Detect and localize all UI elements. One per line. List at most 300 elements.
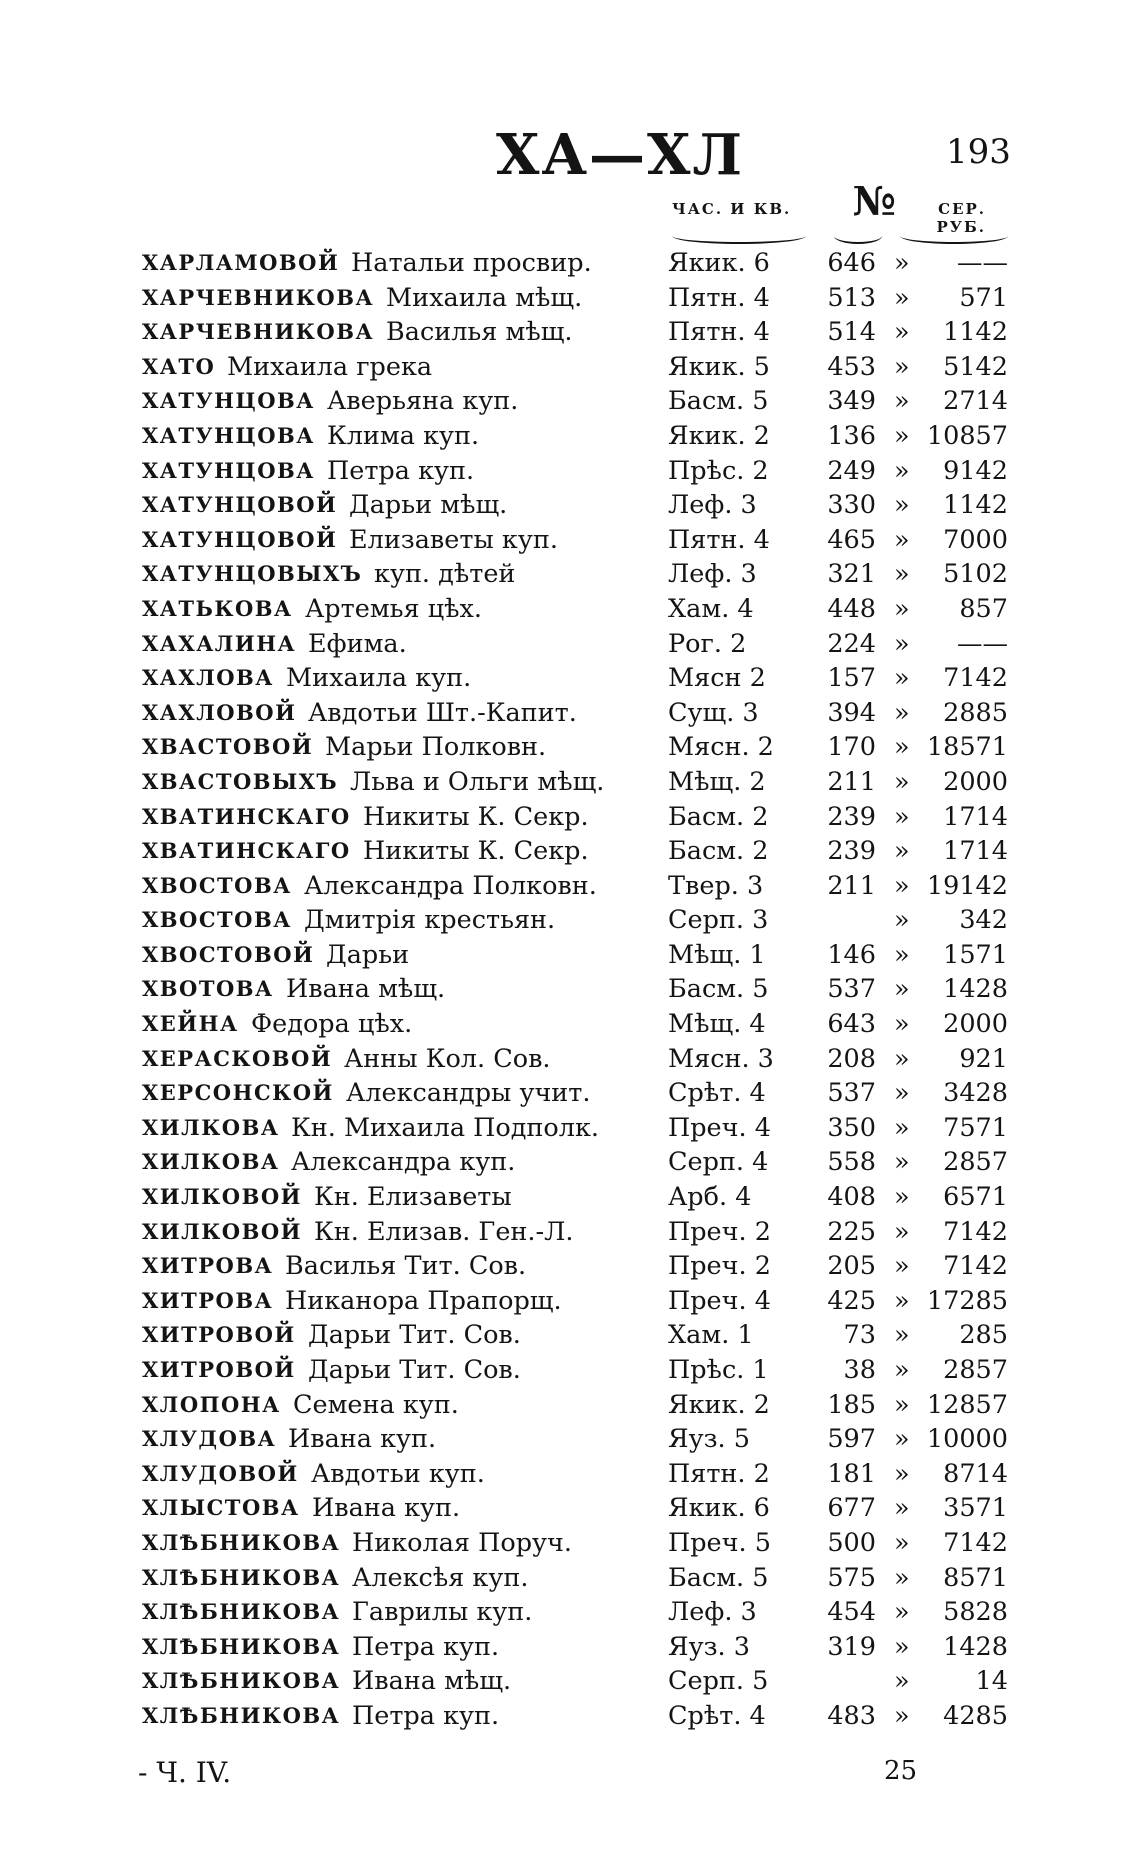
entry-value: 7000 [943,524,1008,555]
entry-ditto-mark: » [894,1355,910,1385]
entry-ditto-mark: » [894,1182,910,1213]
entry-number: 500 [827,1527,876,1558]
entry-number: 225 [827,1216,876,1247]
entry-surname: ХЛѢБНИКОВА [142,1633,341,1659]
entry-value: 10857 [926,420,1008,451]
entry-value: 3571 [943,1493,1008,1524]
entry-surname: ХВОТОВА [142,976,274,1002]
entry-name: Ивана мѣщ. [352,1666,512,1697]
entry-ditto-mark: » [894,1389,910,1420]
entry-number: 170 [827,732,876,763]
list-item [0,1007,1140,1042]
entry-surname: ХАТУНЦОВА [142,457,315,483]
entry-number: 185 [827,1389,876,1420]
entry-quarter: Прѣс. 2 [668,455,769,486]
entry-quarter: Якик. 6 [668,248,770,278]
entry-quarter: Преч. 5 [668,1527,771,1558]
entry-surname: ХЛѢБНИКОВА [142,1702,341,1728]
entry-value: 10000 [926,1424,1008,1455]
entry-name: Артемья цѣх. [305,593,483,624]
column-header-number: № [852,178,896,225]
entry-number: 425 [827,1285,876,1316]
entry-number: 224 [827,628,876,659]
entry-name: Авдотьи Шт.-Капит. [308,697,577,728]
entry-name: Аверьяна куп. [327,386,519,417]
entry-surname: ХАТУНЦОВЫХЪ [142,561,363,587]
list-item [0,488,1140,523]
list-item [0,246,1140,281]
list-item [0,765,1140,800]
entry-ditto-mark: » [894,663,910,694]
entry-number: 205 [827,1251,876,1282]
list-item [0,419,1140,454]
list-item [0,281,1140,316]
entry-name: Александра Полковн. [304,870,597,901]
entry-ditto-mark: » [894,870,910,901]
entry-name: Анны Кол. Сов. [344,1043,551,1074]
entry-ditto-mark: » [894,1458,910,1489]
entry-ditto-mark: » [894,905,910,936]
entry-quarter: Пятн. 4 [668,524,770,555]
list-item [0,730,1140,765]
entry-value: 285 [959,1320,1008,1351]
entry-quarter: Басм. 5 [668,1562,769,1593]
entry-ditto-mark: » [894,1112,910,1143]
list-item [0,1353,1140,1388]
entry-quarter: Твер. 3 [668,870,764,901]
list-item [0,834,1140,869]
list-item [0,1699,1140,1734]
entry-quarter: Басм. 2 [668,801,769,832]
entry-value: 1571 [943,939,1008,970]
entry-surname: ХАТУНЦОВОЙ [142,526,338,552]
entry-name: Михаила мѣщ. [386,282,583,313]
entry-name: Михаила грека [227,351,433,382]
entry-quarter: Басм. 5 [668,386,769,417]
entry-quarter: Яуз. 5 [668,1424,750,1455]
list-item [0,696,1140,731]
entry-number: 330 [827,490,876,521]
entry-quarter: Пятн. 2 [668,1458,770,1489]
entry-number: 211 [827,766,876,797]
list-item [0,454,1140,489]
entry-ditto-mark: » [894,939,910,970]
entry-ditto-mark: » [894,317,910,348]
entry-number: 73 [843,1320,876,1351]
list-item [0,1388,1140,1423]
entry-name: Никанора Прапорщ. [285,1285,562,1316]
entry-value: 18571 [926,732,1008,763]
entry-value: 2857 [943,1147,1008,1178]
entry-value: 571 [959,282,1008,313]
entry-value: 12857 [926,1389,1008,1420]
entry-surname: ХАТЬКОВА [142,595,293,621]
entry-ditto-mark: » [894,593,910,624]
entry-ditto-mark: » [894,420,910,451]
entry-name: Марьи Полковн. [325,732,547,763]
brace-value [900,228,1008,244]
entry-quarter: Леф. 3 [668,559,757,590]
entry-name: Никиты К. Секр. [363,801,589,832]
entry-value: 8571 [943,1562,1008,1593]
entry-number: 558 [827,1147,876,1178]
entry-quarter: Мѣщ. 1 [668,939,766,970]
entry-quarter: Якик. 6 [668,1493,770,1524]
entry-name: Ефима. [308,628,407,659]
entry-number: 38 [843,1355,876,1385]
entry-surname: ХИТРОВОЙ [142,1322,296,1348]
entry-quarter: Яуз. 3 [668,1631,750,1662]
entry-surname: ХАТУНЦОВОЙ [142,492,338,518]
entry-number: 646 [827,248,876,278]
entry-ditto-mark: » [894,732,910,763]
entry-ditto-mark: » [894,1320,910,1351]
entry-ditto-mark: » [894,1597,910,1628]
entry-name: Натальи просвир. [351,248,592,278]
entry-surname: ХЛѢБНИКОВА [142,1668,341,1694]
brace-number [834,228,882,244]
entry-surname: ХАТУНЦОВА [142,422,315,448]
entry-surname: ХЛЫСТОВА [142,1495,300,1521]
list-item [0,1215,1140,1250]
entry-surname: ХЛОПОНА [142,1391,281,1417]
entry-ditto-mark: » [894,490,910,521]
list-item [0,350,1140,385]
entry-ditto-mark: » [894,559,910,590]
entry-value: 1428 [943,974,1008,1005]
entry-number: 319 [827,1631,876,1662]
page-number: 193 [946,132,1011,172]
entry-name: Кн. Михаила Подполк. [291,1112,600,1143]
entry-value: 3428 [943,1078,1008,1109]
entry-name: Василья мѣщ. [386,317,573,348]
entry-quarter: Пятн. 4 [668,282,770,313]
entry-surname: ХЛУДОВА [142,1426,277,1452]
entry-ditto-mark: » [894,1631,910,1662]
list-item [0,1076,1140,1111]
entry-quarter: Басм. 2 [668,836,769,867]
entry-ditto-mark: » [894,386,910,417]
entry-surname: ХВАТИНСКАГО [142,838,351,864]
entry-number: 211 [827,870,876,901]
entry-ditto-mark: » [894,1216,910,1247]
entry-name: Михаила куп. [286,663,472,694]
entry-quarter: Рог. 2 [668,628,747,659]
entry-name: Ивана куп. [288,1424,437,1455]
entry-name: Ивана куп. [312,1493,461,1524]
entry-ditto-mark: » [894,974,910,1005]
entry-ditto-mark: » [894,455,910,486]
entry-value: 5142 [943,351,1008,382]
entry-quarter: Серп. 5 [668,1666,769,1697]
list-item [0,1595,1140,1630]
entry-name: Петра куп. [352,1700,500,1731]
entry-value: 6571 [943,1182,1008,1213]
entry-name: Петра куп. [352,1631,500,1662]
entry-number: 537 [827,974,876,1005]
list-item [0,869,1140,904]
entry-ditto-mark: » [894,1043,910,1074]
entry-name: Дарьи Тит. Сов. [308,1320,521,1351]
entry-number: 514 [827,317,876,348]
entry-name: Федора цѣх. [251,1009,413,1040]
entry-quarter: Сущ. 3 [668,697,759,728]
entry-surname: ХЛѢБНИКОВА [142,1599,341,1625]
list-item [0,1457,1140,1492]
entry-surname: ХЛУДОВОЙ [142,1460,299,1486]
list-item [0,523,1140,558]
entry-name: Дарьи [326,939,410,970]
entry-name: Дарьи Тит. Сов. [308,1355,521,1385]
entry-name: Дарьи мѣщ. [349,490,508,521]
entry-value: 1428 [943,1631,1008,1662]
entry-value: 921 [959,1043,1008,1074]
entry-surname: ХАТУНЦОВА [142,388,315,414]
entry-surname: ХИЛКОВОЙ [142,1184,302,1210]
entry-number: 321 [827,559,876,590]
entry-value: 7142 [943,663,1008,694]
entry-number: 677 [827,1493,876,1524]
footer-signature: 25 [884,1756,918,1786]
entry-ditto-mark: » [894,801,910,832]
entry-ditto-mark: » [894,282,910,313]
entry-value: 7142 [943,1527,1008,1558]
entry-quarter: Срѣт. 4 [668,1700,766,1731]
entry-name: Александры учит. [346,1078,591,1109]
entry-name: Василья Тит. Сов. [285,1251,527,1282]
entry-value: 1142 [943,317,1008,348]
entry-value: 2885 [943,697,1008,728]
entry-number: 454 [827,1597,876,1628]
entry-surname: ХИТРОВОЙ [142,1357,296,1382]
entry-ditto-mark: » [894,1527,910,1558]
list-item [0,384,1140,419]
entry-name: Клима куп. [327,420,480,451]
list-item [0,627,1140,662]
entry-value: 8714 [943,1458,1008,1489]
entry-quarter: Срѣт. 4 [668,1078,766,1109]
entry-value: 14 [975,1666,1008,1697]
list-item [0,1561,1140,1596]
entry-surname: ХИЛКОВА [142,1149,280,1175]
entry-value: 1714 [943,801,1008,832]
entry-value: 2000 [943,766,1008,797]
entry-number: 575 [827,1562,876,1593]
entry-surname: ХАТО [142,353,216,379]
entry-name: Авдотьи куп. [311,1458,485,1489]
entry-surname: ХАРЧЕВНИКОВА [142,284,375,310]
list-item [0,972,1140,1007]
entry-surname: ХЕРАСКОВОЙ [142,1045,333,1071]
list-item [0,903,1140,938]
entry-number: 136 [827,420,876,451]
list-item [0,1145,1140,1180]
entry-name: Николая Поруч. [352,1527,572,1558]
entry-quarter: Преч. 2 [668,1216,771,1247]
list-item [0,1664,1140,1699]
entry-number: 239 [827,836,876,867]
entry-value: 4285 [943,1700,1008,1731]
entry-ditto-mark: » [894,1078,910,1109]
entry-surname: ХЛѢБНИКОВА [142,1529,341,1555]
entry-surname: ХАХАЛИНА [142,630,297,656]
entry-surname: ХВАТИНСКАГО [142,803,351,829]
entry-name: Никиты К. Секр. [363,836,589,867]
entry-name: Ивана мѣщ. [286,974,446,1005]
list-item [0,800,1140,835]
footer-part-label: - Ч. IV. [138,1756,232,1789]
entry-value: 1142 [943,490,1008,521]
entry-quarter: Якик. 2 [668,1389,770,1420]
entry-quarter: Мѣщ. 2 [668,766,766,797]
entry-ditto-mark: » [894,1666,910,1697]
entry-ditto-mark: » [894,836,910,867]
entry-name: Кн. Елизав. Ген.-Л. [314,1216,574,1247]
entry-value: 2857 [943,1355,1008,1385]
list-item [0,1180,1140,1215]
entry-surname: ХВОСТОВА [142,872,292,898]
entry-quarter: Мясн. 2 [668,732,774,763]
column-header-quarter: ЧАС. И КВ. [672,200,792,218]
entry-value: 5102 [943,559,1008,590]
column-header-value: СЕР. РУБ. [936,200,986,236]
entry-name: Александра куп. [291,1147,516,1178]
entry-quarter: Леф. 3 [668,1597,757,1628]
entry-value: —— [957,628,1008,659]
entry-number: 181 [827,1458,876,1489]
list-item [0,1249,1140,1284]
list-item [0,315,1140,350]
entry-value: 9142 [943,455,1008,486]
entry-quarter: Хам. 1 [668,1320,754,1351]
entry-surname: ХИЛКОВА [142,1114,280,1140]
entry-surname: ХИТРОВА [142,1253,274,1279]
entry-quarter: Пятн. 4 [668,317,770,348]
entry-value: 342 [959,905,1008,936]
entry-ditto-mark: » [894,351,910,382]
entry-list [0,246,1140,1734]
entry-ditto-mark: » [894,1700,910,1731]
entry-number: 157 [827,663,876,694]
entry-value: 19142 [926,870,1008,901]
entry-quarter: Серп. 3 [668,905,769,936]
list-item [0,1526,1140,1561]
entry-surname: ХВОСТОВА [142,907,292,933]
entry-number: 249 [827,455,876,486]
entry-quarter: Мясн 2 [668,663,766,694]
entry-number: 394 [827,697,876,728]
entry-number: 239 [827,801,876,832]
entry-value: —— [957,248,1008,278]
entry-ditto-mark: » [894,766,910,797]
entry-number: 483 [827,1700,876,1731]
entry-ditto-mark: » [894,628,910,659]
list-item [0,1042,1140,1077]
entry-quarter: Арб. 4 [668,1182,752,1213]
entry-quarter: Басм. 5 [668,974,769,1005]
entry-surname: ХИТРОВА [142,1287,274,1313]
list-item [0,1422,1140,1457]
entry-value: 1714 [943,836,1008,867]
entry-number: 537 [827,1078,876,1109]
entry-quarter: Серп. 4 [668,1147,769,1178]
entry-name: куп. дѣтей [374,559,516,590]
entry-name: Дмитрія крестьян. [304,905,556,936]
list-item [0,1630,1140,1665]
entry-value: 2000 [943,1009,1008,1040]
list-item [0,661,1140,696]
entry-number: 208 [827,1043,876,1074]
entry-number: 448 [827,593,876,624]
entry-surname: ХАРЧЕВНИКОВА [142,319,375,345]
entry-quarter: Якик. 2 [668,420,770,451]
entry-surname: ХВОСТОВОЙ [142,941,315,967]
entry-ditto-mark: » [894,1493,910,1524]
entry-surname: ХЛѢБНИКОВА [142,1564,341,1590]
entry-value: 5828 [943,1597,1008,1628]
entry-quarter: Якик. 5 [668,351,770,382]
entry-value: 7142 [943,1216,1008,1247]
entry-name: Льва и Ольги мѣщ. [350,766,605,797]
entry-number: 350 [827,1112,876,1143]
list-item [0,1491,1140,1526]
entry-number: 146 [827,939,876,970]
list-item [0,938,1140,973]
entry-quarter: Преч. 4 [668,1285,771,1316]
entry-number: 465 [827,524,876,555]
entry-value: 857 [959,593,1008,624]
entry-surname: ХЕРСОНСКОЙ [142,1080,334,1106]
entry-ditto-mark: » [894,524,910,555]
entry-number: 643 [827,1009,876,1040]
entry-surname: ХИЛКОВОЙ [142,1218,302,1244]
entry-value: 17285 [926,1285,1008,1316]
list-item [0,592,1140,627]
entry-ditto-mark: » [894,248,910,278]
entry-value: 7571 [943,1112,1008,1143]
entry-value: 7142 [943,1251,1008,1282]
list-item [0,1318,1140,1353]
entry-number: 513 [827,282,876,313]
list-item [0,1111,1140,1146]
entry-quarter: Хам. 4 [668,593,754,624]
entry-name: Семена куп. [293,1389,459,1420]
entry-ditto-mark: » [894,1009,910,1040]
entry-number: 453 [827,351,876,382]
entry-number: 408 [827,1182,876,1213]
entry-surname: ХАХЛОВОЙ [142,699,297,725]
entry-surname: ХВАСТОВОЙ [142,734,314,760]
entry-surname: ХЕЙНА [142,1011,239,1037]
entry-quarter: Прѣс. 1 [668,1355,769,1385]
list-item [0,557,1140,592]
entry-surname: ХАХЛОВА [142,665,274,691]
entry-ditto-mark: » [894,697,910,728]
entry-number: 349 [827,386,876,417]
entry-name: Петра куп. [327,455,475,486]
entry-quarter: Мѣщ. 4 [668,1009,766,1040]
entry-name: Кн. Елизаветы [314,1182,512,1213]
entry-surname: ХАРЛАМОВОЙ [142,250,340,275]
entry-ditto-mark: » [894,1285,910,1316]
entry-value: 2714 [943,386,1008,417]
brace-quarter [672,228,806,244]
running-head: ХА—ХЛ [496,122,745,188]
entry-name: Елизаветы куп. [349,524,558,555]
entry-name: Алексѣя куп. [352,1562,529,1593]
entry-ditto-mark: » [894,1251,910,1282]
entry-ditto-mark: » [894,1562,910,1593]
